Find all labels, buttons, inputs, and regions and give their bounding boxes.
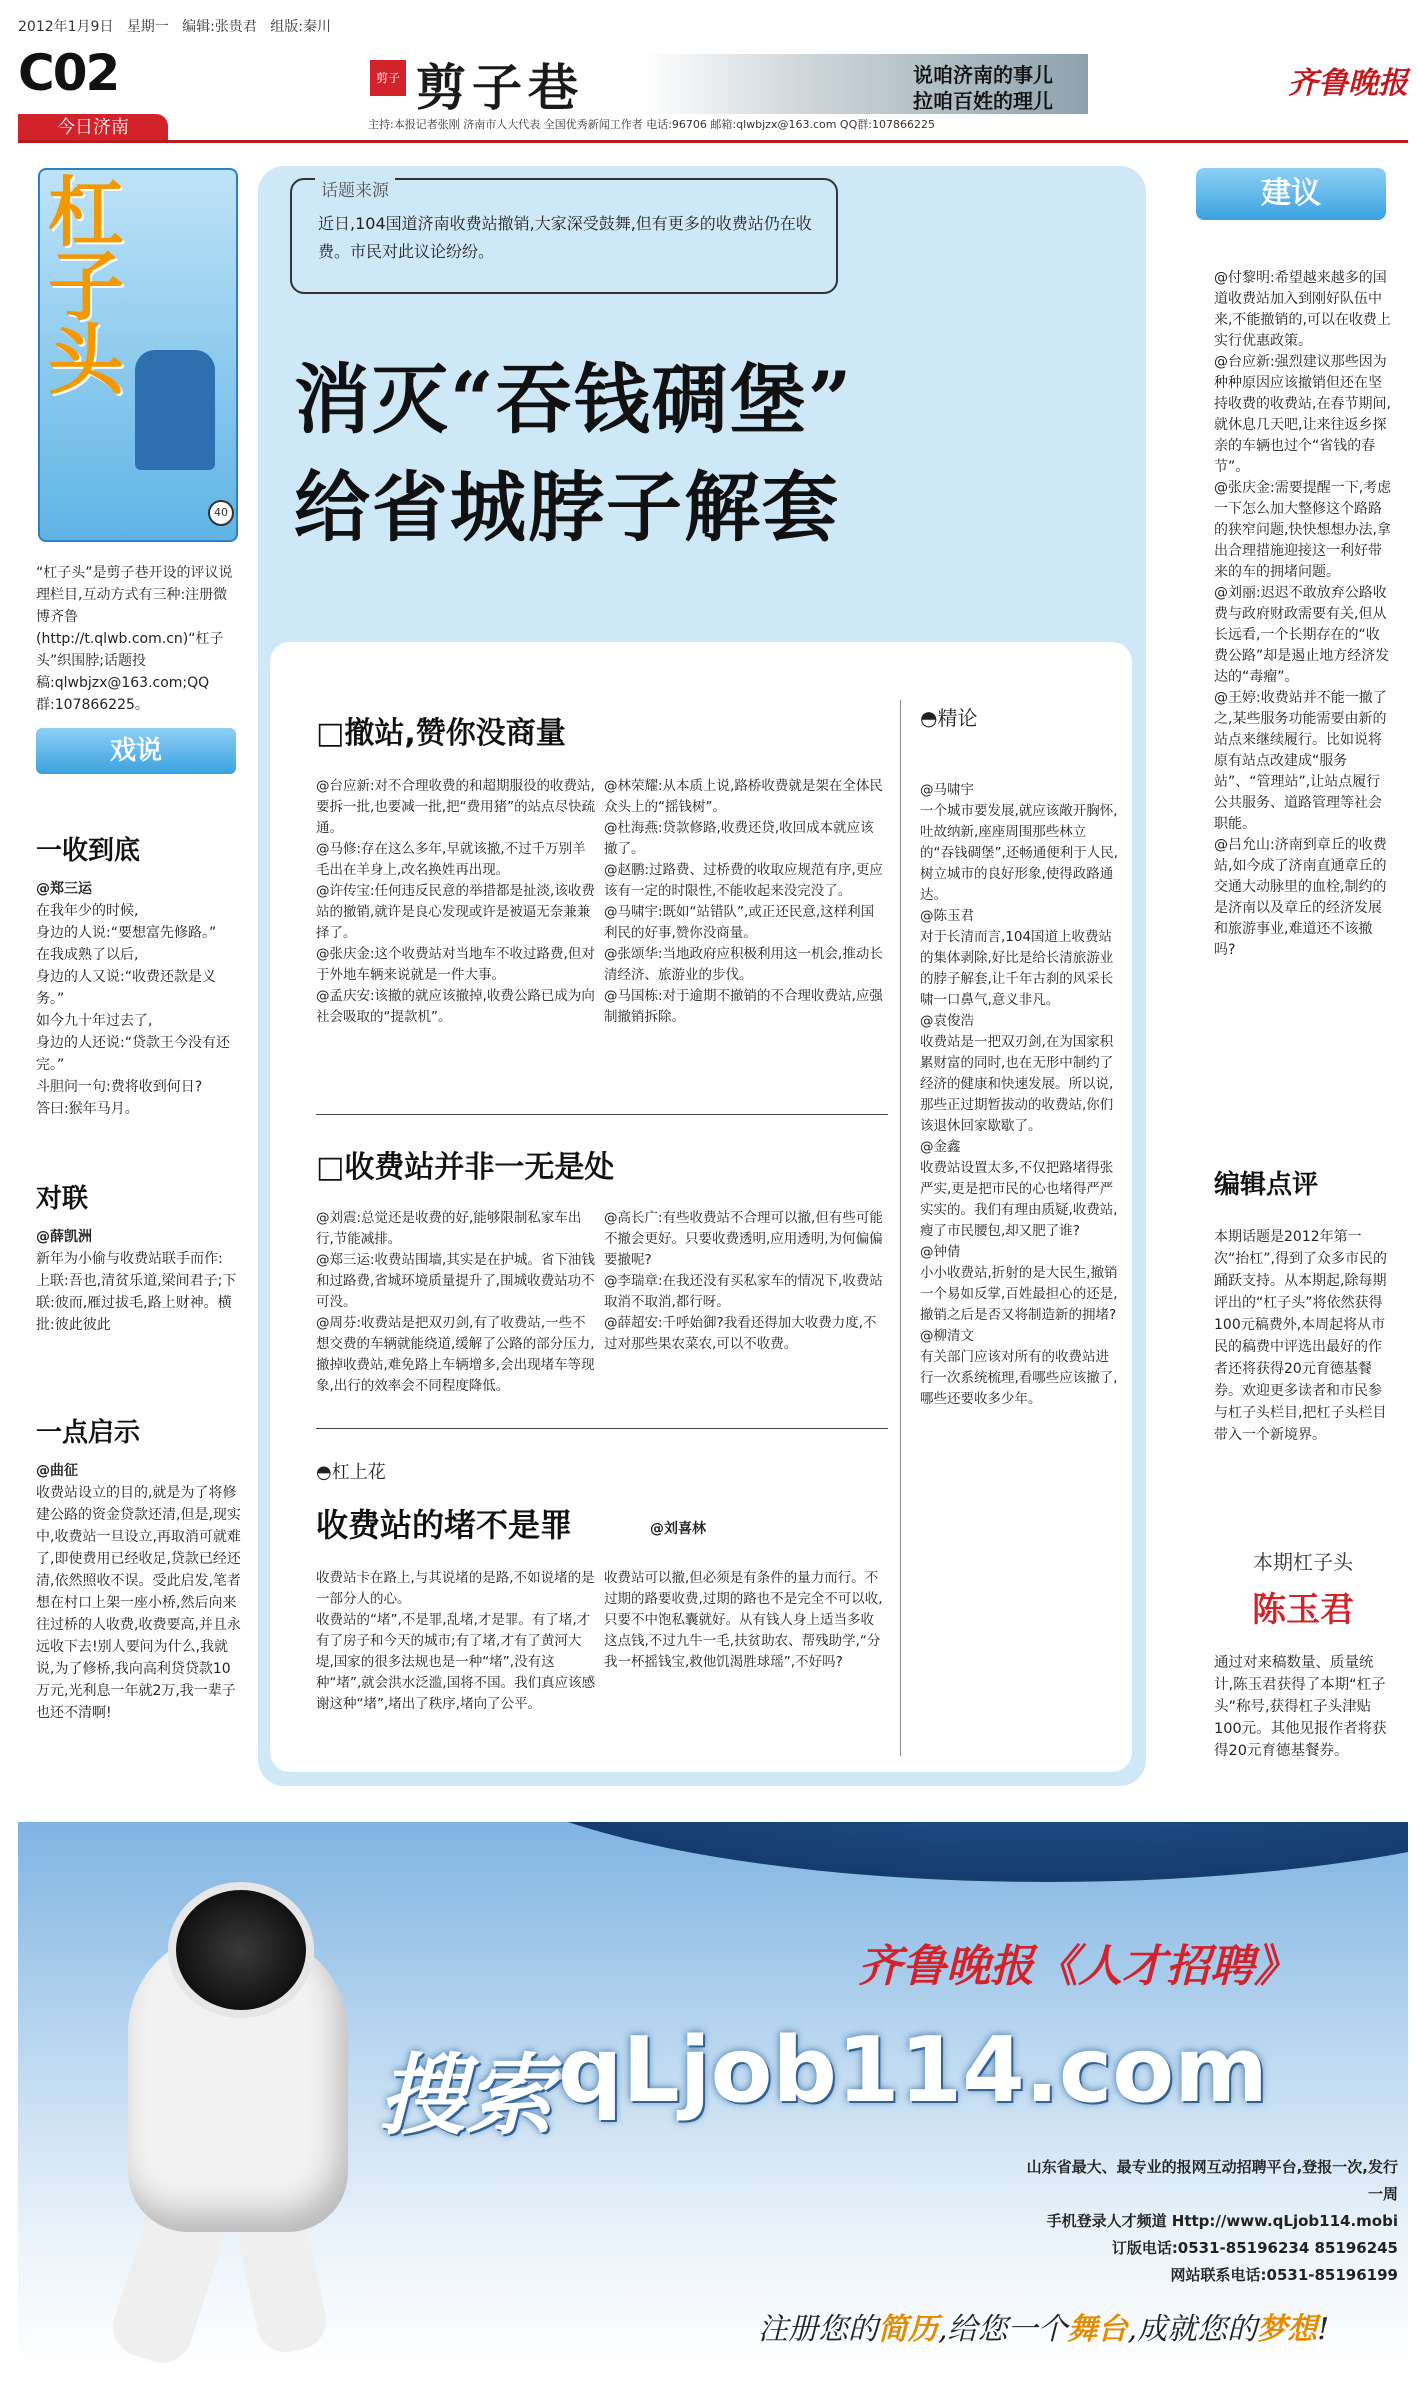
- editor-credit: 编辑:张贵君: [182, 19, 257, 35]
- date-bar: [18, 16, 1408, 40]
- section-header-xishuo: 戏说: [36, 728, 236, 774]
- section-title: □收费站并非一无是处: [316, 1150, 615, 1185]
- page-header: [18, 44, 1408, 136]
- headline-line-1: 消灭“吞钱碉堡”: [294, 355, 854, 444]
- winner-label: 本期杠子头: [1253, 1550, 1353, 1574]
- column-slogan: [913, 62, 1053, 114]
- article-author: @刘喜林: [650, 1521, 706, 1537]
- section-label: ◓杠上花: [316, 1462, 386, 1483]
- gangzitou-title: 杠子头: [48, 168, 124, 405]
- newspaper-brand: 齐鲁晚报: [1288, 66, 1408, 101]
- section-divider: [316, 1114, 888, 1115]
- topic-label: 话题来源: [315, 176, 395, 201]
- section-title: 收费站的堵不是罪: [316, 1506, 573, 1544]
- ad-slogan-keyword: 舞台: [1067, 2312, 1128, 2347]
- issue-number: 40: [208, 500, 234, 526]
- date: 2012年1月9日: [18, 19, 114, 35]
- page-code: C02: [18, 44, 119, 102]
- winner-name: 陈玉君: [1252, 1590, 1354, 1630]
- section-tab: 今日济南: [18, 114, 168, 142]
- ad-slogan-part: !: [1317, 2312, 1330, 2347]
- article-title: 一收到底: [36, 836, 141, 866]
- article-title: 对联: [36, 1184, 89, 1214]
- ad-search-label: 搜索: [378, 2043, 555, 2147]
- earth-horizon: [448, 1822, 1408, 1882]
- ad-info: [1018, 2154, 1398, 2289]
- ad-slogan: [758, 2304, 1329, 2348]
- comment-column: @林荣耀:从本质上说,路桥收费就是架在全体民众头上的“摇钱树”。 @杜海燕:贷款修路,收费还贷,收回成本就应该撤了。 @赵鹏:过路费、过桥费的收取应规范有序,更应该有一定的时限性,不能收起来没完没了。 @马啸宇:既如“站错队”,或正还民意,这样利国利民的好事,赞你没商量。 @张颂华:当地政府应积极利用这一机会,推动长清经济、旅游业的步伐。 @马国栋:对于逾期不撤销的不合理收费站,应强制撤销拆除。: [604, 778, 883, 1025]
- column-divider: [900, 700, 901, 1756]
- ad-slogan-keyword: 梦想: [1257, 2312, 1318, 2347]
- weekday: 星期一: [126, 19, 169, 35]
- ad-url-link[interactable]: qLjob114.com: [558, 2018, 1268, 2123]
- headline: [294, 346, 853, 562]
- gangzitou-badge: [38, 168, 238, 542]
- column-credits: 主持:本报记者张刚 济南市人大代表 全国优秀新闻工作者 电话:96706 邮箱:qlwbjzx@163.com QQ群:107866225: [368, 118, 935, 131]
- winner-note: 通过对来稿数量、质量统计,陈玉君获得了本期“杠子头”称号,获得杠子头津贴100元。其他见报作者将获得20元育德基餐券。: [1214, 1655, 1387, 1759]
- article-author: @薛凯洲: [36, 1229, 92, 1245]
- headline-line-2: 给省城脖子解套: [294, 463, 840, 552]
- column-intro: “杠子头”是剪子巷开设的评议说理栏目,互动方式有三种:注册微博齐鲁(http://t.qlwb.com.cn)“杠子头”织围脖;话题投稿:qlwbjzx@163.com;QQ群:107866225。: [36, 565, 233, 713]
- comment-column: @台应新:对不合理收费的和超期服役的收费站,要拆一批,也要减一批,把“费用猪”的站点尽快疏通。 @马修:存在这么多年,早就该撤,不过千万别羊毛出在羊身上,改名换姓再出现。 @许传宝:任何违反民意的举措都是扯淡,该收费站的撤销,就许是良心发现或许是被逼无奈兼兼择了。 @张庆金:这个收费站对当地车不收过路费,但对于外地车辆来说就是一件大事。 @孟庆安:该撤的就应该撤掉,收费公路已成为向社会吸取的“提款机”。: [316, 778, 596, 1025]
- ad-line: 手机登录人才频道 Http://www.qLjob114.mobi: [1046, 2212, 1398, 2230]
- layout-credit: 组版:秦川: [270, 19, 331, 35]
- ad-slogan-part: ,成就您的: [1127, 2312, 1258, 2347]
- header-divider: [18, 140, 1408, 143]
- article-body: 新年为小偷与收费站联手而作: 上联:吾也,清贫乐道,梁间君子;下联:彼而,雁过拔毛,路上财神。横批:彼此彼此: [36, 1251, 237, 1333]
- astronaut-helmet: [168, 1882, 314, 2018]
- editor-comment-body: 本期话题是2012年第一次“抬杠”,得到了众多市民的踊跃支持。从本期起,除每期评出的“杠子头”将依然获得100元稿费外,本周起将从市民的稿费中评选出最好的作者还将获得20元育德基餐券。欢迎更多读者和市民参与杠子头栏目,把杠子头栏目带入一个新境界。: [1214, 1229, 1387, 1443]
- column-title: 剪子巷: [416, 58, 584, 117]
- article-title: 一点启示: [36, 1418, 141, 1448]
- comment-column: @刘震:总觉还是收费的好,能够限制私家车出行,节能减排。 @郑三运:收费站围墙,其实是在护城。省下油钱和过路费,省城环境质量提升了,围城收费站功不可没。 @周芬:收费站是把双刃剑,有了收费站,一些不想交费的车辆就能绕道,缓解了公路的部分压力,撤掉收费站,难免路上车辆增多,会出现堵车等现象,出行的效率会不同程度降低。: [316, 1210, 595, 1394]
- raised-fist-icon: [135, 350, 215, 470]
- ad-brand: 齐鲁晚报《人才招聘》: [858, 1941, 1298, 1992]
- ad-line: 网站联系电话:0531-85196199: [1170, 2266, 1398, 2284]
- slogan-line-1: 说咱济南的事儿: [913, 63, 1053, 87]
- ad-line: 山东省最大、最专业的报网互动招聘平台,登报一次,发行一周: [1026, 2158, 1398, 2203]
- article-body: 在我年少的时候, 身边的人说:“要想富先修路。” 在我成熟了以后, 身边的人又说:“收费还款是义务。” 如今九十年过去了, 身边的人还说:“贷款王今没有还完。” 斗胆问一句:费将收到何日? 答曰:猴年马月。: [36, 903, 230, 1117]
- comment-column: @高长广:有些收费站不合理可以撤,但有些可能不撤会更好。只要收费透明,应用透明,为何偏偏要撤呢? @李瑞章:在我还没有买私家车的情况下,收费站取消不取消,都行呀。 @薛超安:千呼始御?我看还得加大收费力度,不过对那些果农菜农,可以不收费。: [604, 1210, 883, 1352]
- editor-comment-title: 编辑点评: [1214, 1170, 1319, 1200]
- ad-slogan-keyword: 简历: [878, 2312, 938, 2347]
- ad-line: 订版电话:0531-85196234 85196245: [1111, 2239, 1398, 2257]
- seal-icon: 剪子: [370, 60, 406, 96]
- article-column: 收费站可以撤,但必须是有条件的量力而行。不过期的路要收费,过期的路也不是完全不可以收,只要不中饱私囊就好。从有钱人身上适当多收这点钱,不过九牛一毛,扶贫助农、帮残助学,“分我一杯摇钱宝,救他饥渴胜球瑶”,不好吗?: [604, 1570, 883, 1670]
- article-column: 收费站卡在路上,与其说堵的是路,不如说堵的是一部分人的心。 收费站的“堵”,不是罪,乱堵,才是罪。有了堵,才有了房子和今天的城市;有了堵,才有了黄河大堤,国家的很多法规也是一种“堵”,没有这种“堵”,就会洪水泛滥,国将不国。我们真应该感谢这种“堵”,堵出了秩序,堵向了公平。: [316, 1570, 596, 1712]
- topic-text: 近日,104国道济南收费站撤销,大家深受鼓舞,但有更多的收费站仍在收费。市民对此议论纷纷。: [318, 214, 812, 261]
- article-body: 收费站设立的目的,就是为了将修建公路的资金贷款还清,但是,现实中,收费站一旦设立,再取消可就难了,即使费用已经收足,贷款已经还清,依然照收不误。受此启发,笔者想在村口上架一座小桥,然后向来往过桥的人收费,收费要高,并且永远收下去!别人要问为什么,我就说,为了修桥,我向高利贷贷款10万元,光利息一年就2万,我一辈子也还不清啊!: [36, 1485, 241, 1721]
- article-author: @郑三运: [36, 881, 92, 897]
- recruitment-ad[interactable]: [18, 1822, 1408, 2367]
- section-header-jianyi: 建议: [1196, 168, 1386, 220]
- jinglun-column: @马啸宇 一个城市要发展,就应该敞开胸怀,吐故纳新,座座周围那些林立的“吞钱碉堡”,还畅通便利于人民,树立城市的良好形象,使得政路通达。 @陈玉君 对于长清而言,104国道上收费站的集体剥除,好比是给长清旅游业的脖子解套,让千年古刹的风采长啸一口鼻气,意义非凡。 @袁俊浩 收费站是一把双刃剑,在为国家积累财富的同时,也在无形中制约了经济的健康和快速发展。所以说,那些正过期暂拔动的收费站,你们该退休回家歇歇了。 @金鑫 收费站设置太多,不仅把路堵得张严实,更是把市民的心也堵得严严实实的。我们有理由质疑,收费站,瘦了市民腰包,却又肥了谁? @钟倩 小小收费站,折射的是大民生,撤销一个易如反掌,百姓最担心的还是,撤销之后是否又将制造新的拥堵? @柳清文 有关部门应该对所有的收费站进行一次系统梳理,看哪些应该撤了,哪些还要收多少年。: [920, 782, 1119, 1407]
- section-title: □撤站,赞你没商量: [316, 716, 566, 751]
- suggestions-column: @付黎明:希望越来越多的国道收费站加入到刚好队伍中来,不能撤销的,可以在收费上实行优惠政策。 @台应新:强烈建议那些因为种种原因应该撤销但还在坚持收费的收费站,在春节期间,就休息几天吧,让来往返乡探亲的车辆也过个“省钱的春节”。 @张庆金:需要提醒一下,考虑一下怎么加大整修这个路路的狭窄问题,快快想想办法,拿出合理措施迎接这一利好带来的车的拥堵问题。 @刘丽:迟迟不敢放弃公路收费与政府财政需要有关,但从长远看,一个长期存在的“收费公路”却是遏止地方经济发达的“毒瘤”。 @王婷:收费站并不能一撤了之,某些服务功能需要由新的站点来继续履行。比如说将原有站点改建成“服务站”、“管理站”,让站点履行公共服务、道路管理等社会职能。 @吕允山:济南到章丘的收费站,如今成了济南直通章丘的交通大动脉里的血栓,制约的是济南以及章丘的经济发展和旅游事业,难道还不该撤吗?: [1214, 270, 1392, 958]
- article-author: @曲征: [36, 1463, 78, 1479]
- section-label: ◓精论: [920, 706, 978, 730]
- ad-slogan-part: 注册您的: [758, 2312, 878, 2347]
- ad-slogan-part: ,给您一个: [938, 2312, 1068, 2347]
- slogan-line-2: 拉咱百姓的理儿: [913, 89, 1053, 113]
- section-divider: [316, 1428, 888, 1429]
